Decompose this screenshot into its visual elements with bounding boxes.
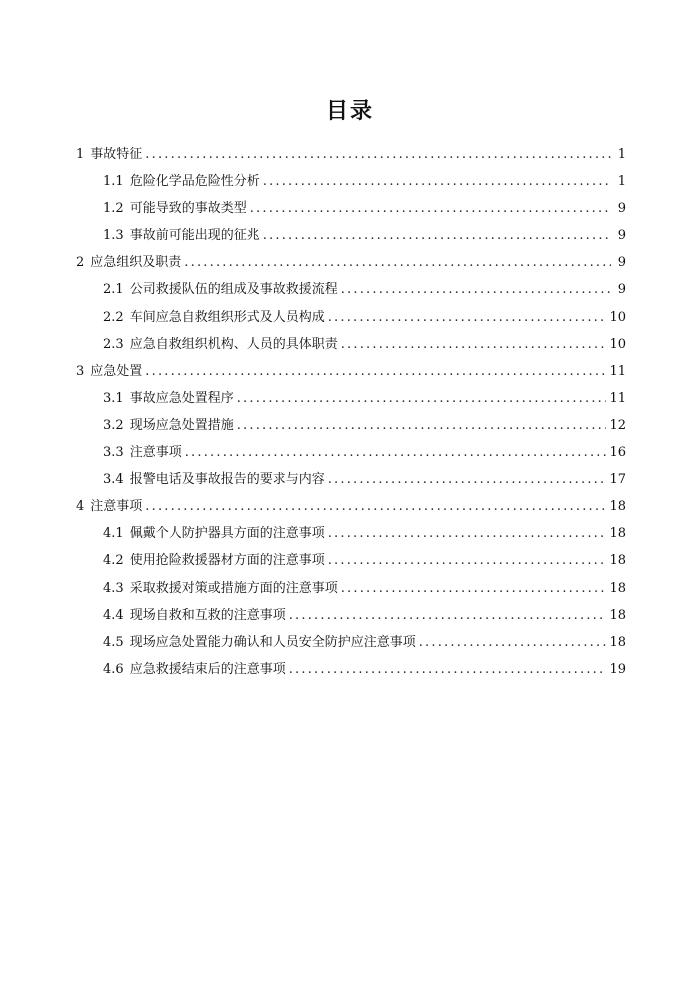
toc-dot-leader (145, 493, 606, 520)
toc-entry-number: 4.5 (103, 634, 124, 650)
toc-page-number: 9 (617, 201, 626, 217)
toc-dot-leader (328, 520, 607, 547)
toc-page-number: 18 (609, 634, 626, 650)
toc-dot-leader (250, 195, 611, 222)
toc-entry-section[interactable] (76, 222, 626, 249)
toc-entry-label (103, 602, 286, 629)
toc-entry-number: 2.1 (103, 282, 124, 298)
toc-dot-leader (328, 547, 607, 574)
toc-entry-number: 4 (76, 499, 85, 515)
toc-entry-number: 3.4 (103, 472, 124, 488)
toc-entry-text: 危险化学品危险性分析 (129, 174, 260, 190)
toc-entry-text: 注意事项 (129, 445, 182, 461)
toc-dot-leader (328, 466, 607, 493)
toc-entry-label (103, 412, 234, 439)
toc-page-number: 12 (609, 417, 626, 433)
toc-page-number: 1 (617, 174, 626, 190)
toc-dot-leader (237, 412, 607, 439)
toc-dot-leader (145, 358, 606, 385)
toc-page-number: 18 (609, 580, 626, 596)
toc-entry-number: 1.3 (103, 228, 124, 244)
toc-entry-text: 事故特征 (90, 147, 143, 162)
toc-entry-number: 2.3 (103, 336, 124, 352)
toc-title: 目录 (325, 99, 374, 124)
toc-entry-chapter[interactable] (76, 493, 626, 520)
toc-dot-leader (341, 575, 607, 602)
toc-entry-label (103, 656, 286, 683)
toc-entry-number: 2.2 (103, 309, 124, 325)
toc-entry-section[interactable] (76, 466, 626, 493)
toc-entry-text: 应急救援结束后的注意事项 (129, 661, 286, 677)
toc-entry-section[interactable] (76, 168, 626, 195)
toc-entry-number: 3.3 (103, 445, 124, 461)
toc-page-number: 9 (617, 282, 626, 298)
toc-entry-text: 应急处置 (90, 363, 143, 379)
toc-page-number: 1 (617, 147, 626, 162)
toc-page-number: 11 (609, 390, 626, 406)
toc-list (76, 141, 626, 683)
toc-dot-leader (419, 629, 607, 656)
toc-entry-label (103, 222, 260, 249)
toc-entry-text: 应急自救组织机构、人员的具体职责 (129, 336, 338, 352)
toc-entry-label (103, 520, 325, 547)
toc-entry-text: 事故前可能出现的征兆 (129, 228, 260, 244)
toc-entry-section[interactable] (76, 331, 626, 358)
toc-entry-text: 注意事项 (90, 499, 143, 515)
toc-entry-section[interactable] (76, 575, 626, 602)
toc-dot-leader (341, 331, 607, 358)
toc-entry-number: 3.2 (103, 417, 124, 433)
toc-page-number: 17 (609, 472, 626, 488)
toc-entry-label (103, 168, 260, 195)
toc-entry-label (103, 276, 338, 303)
toc-entry-number: 2 (76, 255, 85, 271)
toc-dot-leader (145, 141, 611, 168)
toc-page-number: 18 (609, 499, 626, 515)
toc-entry-label (103, 195, 247, 222)
toc-entry-number: 3.1 (103, 390, 124, 406)
toc-entry-text: 应急组织及职责 (90, 255, 182, 271)
toc-entry-label (103, 547, 325, 574)
toc-entry-text: 佩戴个人防护器具方面的注意事项 (129, 526, 325, 542)
toc-entry-text: 使用抢险救援器材方面的注意事项 (129, 553, 325, 569)
toc-entry-chapter[interactable] (76, 358, 626, 385)
toc-page-number: 11 (609, 363, 626, 379)
toc-entry-text: 车间应急自救组织形式及人员构成 (129, 309, 325, 325)
toc-entry-text: 采取救援对策或措施方面的注意事项 (129, 580, 338, 596)
toc-page-number: 9 (617, 255, 626, 271)
toc-dot-leader (341, 276, 611, 303)
toc-entry-section[interactable] (76, 276, 626, 303)
toc-entry-text: 现场应急处置措施 (129, 417, 234, 433)
toc-entry-number: 4.2 (103, 553, 124, 569)
toc-entry-label (76, 141, 142, 168)
toc-page-number: 18 (609, 553, 626, 569)
toc-entry-chapter[interactable] (76, 141, 626, 168)
toc-dot-leader (184, 249, 611, 276)
toc-entry-label (103, 575, 338, 602)
toc-entry-section[interactable] (76, 195, 626, 222)
toc-entry-section[interactable] (76, 412, 626, 439)
toc-page-number: 16 (609, 445, 626, 461)
toc-entry-section[interactable] (76, 439, 626, 466)
toc-dot-leader (289, 656, 607, 683)
toc-dot-leader (328, 304, 607, 331)
toc-entry-text: 报警电话及事故报告的要求与内容 (129, 472, 325, 488)
toc-entry-label (76, 358, 142, 385)
toc-entry-number: 1.2 (103, 201, 124, 217)
toc-entry-label (103, 466, 325, 493)
toc-entry-label (103, 331, 338, 358)
toc-entry-label (103, 439, 182, 466)
toc-entry-chapter[interactable] (76, 249, 626, 276)
toc-entry-number: 4.6 (103, 661, 124, 677)
toc-page-number: 18 (609, 526, 626, 542)
toc-entry-label (76, 249, 181, 276)
toc-page-number: 10 (609, 309, 626, 325)
toc-page-number: 10 (609, 336, 626, 352)
toc-entry-text: 可能导致的事故类型 (129, 201, 247, 217)
toc-entry-label (76, 493, 142, 520)
toc-page-number: 18 (609, 607, 626, 623)
toc-dot-leader (237, 385, 607, 412)
toc-entry-text: 公司救援队伍的组成及事故救援流程 (129, 282, 338, 298)
toc-page-number: 19 (609, 661, 626, 677)
toc-dot-leader (185, 439, 607, 466)
toc-entry-section[interactable] (76, 656, 626, 683)
toc-entry-number: 1.1 (103, 174, 124, 190)
toc-entry-number: 3 (76, 363, 85, 379)
toc-entry-label (103, 385, 234, 412)
toc-entry-section[interactable] (76, 602, 626, 629)
toc-entry-text: 事故应急处置程序 (129, 390, 234, 406)
toc-dot-leader (289, 602, 607, 629)
toc-dot-leader (263, 222, 611, 249)
toc-entry-number: 4.3 (103, 580, 124, 596)
toc-entry-label (103, 304, 325, 331)
toc-entry-section[interactable] (76, 629, 626, 656)
toc-dot-leader (263, 168, 611, 195)
toc-entry-section[interactable] (76, 547, 626, 574)
toc-entry-section[interactable] (76, 304, 626, 331)
toc-entry-number: 4.1 (103, 526, 124, 542)
toc-entry-number: 1 (76, 147, 85, 162)
toc-entry-number: 4.4 (103, 607, 124, 623)
toc-entry-text: 现场自救和互救的注意事项 (129, 607, 286, 623)
toc-entry-section[interactable] (76, 520, 626, 547)
toc-entry-label (103, 629, 416, 656)
toc-page-number: 9 (617, 228, 626, 244)
toc-entry-text: 现场应急处置能力确认和人员安全防护应注意事项 (129, 634, 416, 650)
toc-entry-section[interactable] (76, 385, 626, 412)
